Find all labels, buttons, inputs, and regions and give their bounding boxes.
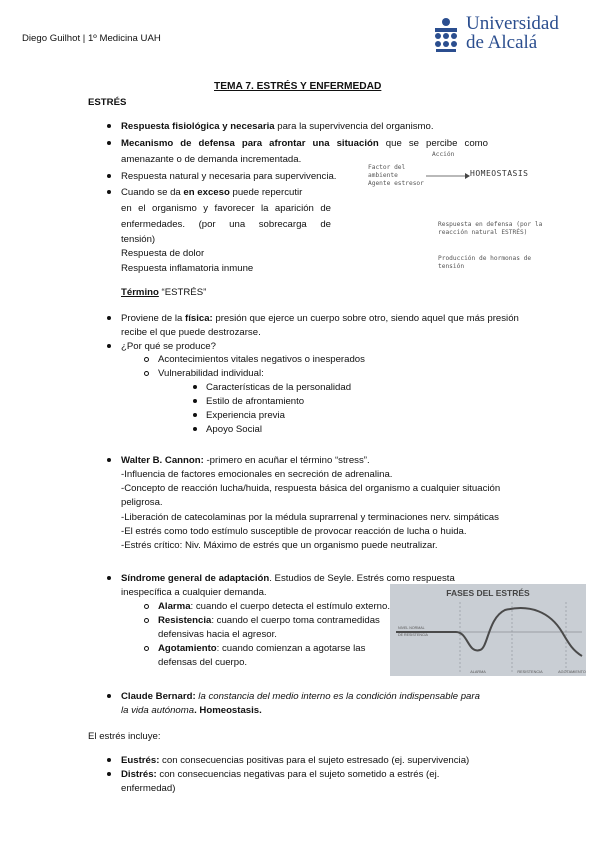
- termino-why: ¿Por qué se produce?: [121, 341, 216, 352]
- bullet-icon: [107, 124, 111, 128]
- estres-bullet-2: Mecanismo de defensa para afrontar una situación que se percibe como: [121, 138, 488, 149]
- bullet-icon: [193, 413, 197, 417]
- bullet-icon: [107, 316, 111, 320]
- cannon-line: -Concepto de reacción lucha/huida, respuesta básica del organismo a cualquier situación: [121, 483, 501, 494]
- diagram-left-l3: Agente estresor: [368, 180, 424, 187]
- phase-label: AGOTAMIENTO: [558, 670, 586, 674]
- estres-bullet-4-l6: Respuesta inflamatoria inmune: [121, 263, 254, 274]
- selye-resistencia-cont: defensivas hacia el agresor.: [158, 629, 277, 640]
- university-name-line1: Universidad: [466, 13, 559, 34]
- diagram-target: HOMEOSTASIS: [470, 169, 529, 178]
- termino-fisica-cont: recibe el que puede destrozarse.: [121, 327, 261, 338]
- incluye-intro: El estrés incluye:: [88, 731, 161, 742]
- distres-item: Distrés: con consecuencias negativas para el sujeto sometido a estrés (ej.: [121, 769, 440, 780]
- selye-intro: Síndrome general de adaptación. Estudios de Seyle. Estrés como respuesta: [121, 573, 455, 584]
- termino-sub1: Acontecimientos vitales negativos o inesperados: [158, 354, 365, 365]
- vuln-item: Experiencia previa: [206, 410, 285, 421]
- diagram-top-label: Acción: [432, 151, 455, 158]
- bullet-icon: [107, 190, 111, 194]
- estres-bullet-4-l3: enfermedades. (por una sobrecarga de: [121, 219, 331, 230]
- selye-resistencia: Resistencia: cuando el cuerpo toma contramedidas: [158, 615, 380, 626]
- phase-label: ALARMA: [470, 670, 486, 674]
- selye-agotamiento-cont: defensas del cuerpo.: [158, 657, 248, 668]
- vuln-item: Estilo de afrontamiento: [206, 396, 305, 407]
- cannon-line: peligrosa.: [121, 497, 163, 508]
- baseline-label-l1: NIVEL NORMAL: [398, 626, 425, 630]
- estres-bullet-4: Cuando se da en exceso puede repercutir: [121, 187, 303, 198]
- distres-item-cont: enfermedad): [121, 783, 176, 794]
- vuln-item: Apoyo Social: [206, 424, 262, 435]
- section-heading-estres: ESTRÉS: [88, 97, 127, 108]
- selye-intro-cont: inespecífica a cualquier demanda.: [121, 587, 267, 598]
- circle-bullet-icon: [144, 618, 149, 623]
- estres-bullet-4-l4: tensión): [121, 234, 156, 245]
- estres-bullet-4-l2: en el organismo y favorecer la aparición de: [121, 203, 331, 214]
- diagram-note2-l2: tensión: [438, 263, 465, 270]
- bernard-line1: Claude Bernard: la constancia del medio interno es la condición indispensable para: [121, 691, 480, 702]
- cannon-intro: Walter B. Cannon: -primero en acuñar el término “stress”.: [121, 455, 370, 466]
- circle-bullet-icon: [144, 371, 149, 376]
- page-title: TEMA 7. ESTRÉS Y ENFERMEDAD: [214, 81, 382, 92]
- bullet-icon: [107, 458, 111, 462]
- vuln-item: Características de la personalidad: [206, 382, 352, 393]
- arrow-right-icon: [426, 172, 470, 180]
- university-seal-icon: [430, 15, 462, 53]
- termino-heading: Término “ESTRÉS”: [121, 287, 207, 298]
- fases-estres-chart: [390, 584, 586, 676]
- termino-fisica: Proviene de la física: presión que ejerce un cuerpo sobre otro, siendo aquel que más presión: [121, 313, 519, 324]
- cannon-line: -Estrés crítico: Niv. Máximo de estrés que un organismo puede neutralizar.: [121, 540, 438, 551]
- bullet-icon: [107, 758, 111, 762]
- cannon-line: -Influencia de factores emocionales en secreción de adrenalina.: [121, 469, 393, 480]
- diagram-left-l1: Factor del: [368, 164, 406, 171]
- diagram-left-l2: ambiente: [368, 172, 398, 179]
- selye-agotamiento: Agotamiento: cuando comienzan a agotarse las: [158, 643, 366, 654]
- estres-bullet-1: Respuesta fisiológica y necesaria para la supervivencia del organismo.: [121, 121, 434, 132]
- bullet-icon: [193, 427, 197, 431]
- diagram-note1-l1: Respuesta en defensa (por la: [438, 221, 543, 228]
- selye-alarma: Alarma: cuando el cuerpo detecta el estímulo externo.: [158, 601, 390, 612]
- bullet-icon: [107, 344, 111, 348]
- bullet-icon: [193, 399, 197, 403]
- circle-bullet-icon: [144, 357, 149, 362]
- eustres-item: Eustrés: con consecuencias positivas para el sujeto estresado (ej. supervivencia): [121, 755, 470, 766]
- cannon-line: -Liberación de catecolaminas por la médula suprarrenal y terminaciones nerv. simpáticas: [121, 512, 499, 523]
- bullet-icon: [107, 576, 111, 580]
- estres-bullet-2-cont: amenazante o de demanda incrementada.: [121, 154, 302, 165]
- phase-label: RESISTENCIA: [517, 670, 543, 674]
- baseline-label-l2: DE RESISTENCIA: [398, 633, 428, 637]
- diagram-note1-l2: reacción natural ESTRÉS): [438, 229, 528, 236]
- homeostasis-diagram: [366, 148, 556, 273]
- fases-chart-svg: [390, 584, 586, 676]
- cannon-line: -El estrés como todo estímulo susceptible de provocar reacción de lucha o huida.: [121, 526, 467, 537]
- circle-bullet-icon: [144, 646, 149, 651]
- circle-bullet-icon: [144, 604, 149, 609]
- estres-bullet-3: Respuesta natural y necesaria para supervivencia.: [121, 171, 337, 182]
- university-name-line2: de Alcalá: [466, 32, 538, 53]
- estres-bullet-4-l5: Respuesta de dolor: [121, 248, 205, 259]
- bullet-icon: [107, 141, 111, 145]
- bullet-icon: [107, 694, 111, 698]
- chart-title: FASES DEL ESTRÉS: [446, 588, 530, 598]
- diagram-note2-l1: Producción de hormonas de: [438, 255, 532, 262]
- bernard-line2: la vida autónoma. Homeostasis.: [121, 705, 262, 716]
- bullet-icon: [107, 772, 111, 776]
- university-logo: [430, 15, 462, 53]
- author-header: Diego Guilhot | 1º Medicina UAH: [22, 33, 161, 44]
- bullet-icon: [193, 385, 197, 389]
- bullet-icon: [107, 174, 111, 178]
- termino-sub2: Vulnerabilidad individual:: [158, 368, 264, 379]
